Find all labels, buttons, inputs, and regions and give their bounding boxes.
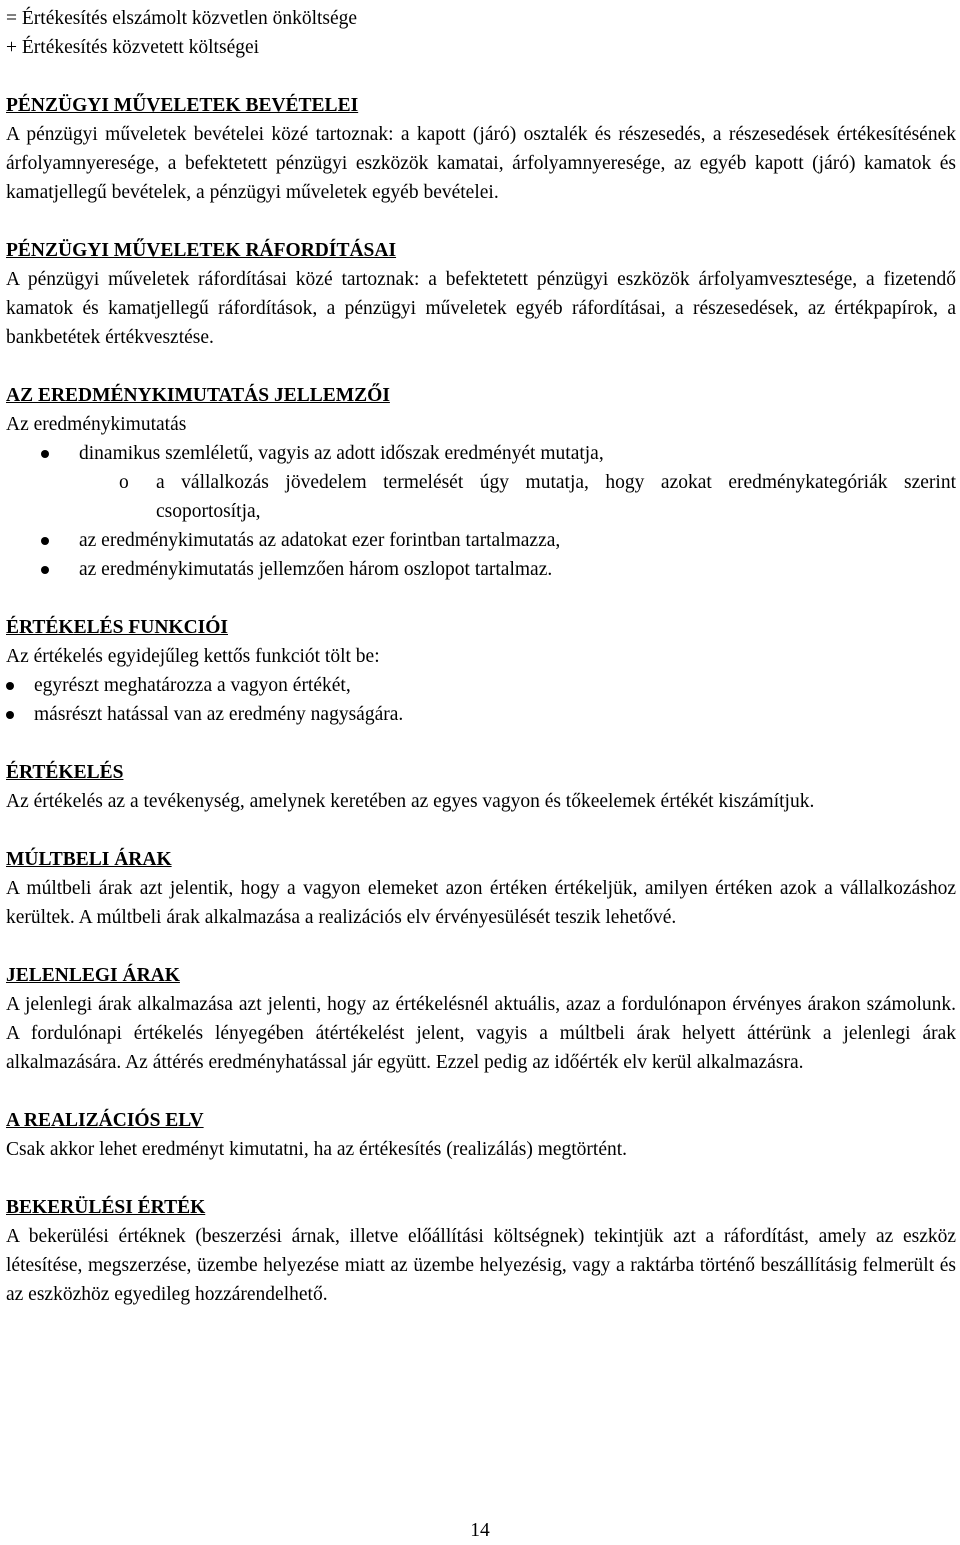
section-title-multbeli-arak: MÚLTBELI ÁRAK: [6, 849, 172, 870]
list-item: [6, 526, 956, 555]
section-title-ertekeles-funkcioi: ÉRTÉKELÉS FUNKCIÓI: [6, 617, 228, 638]
section-text-ertekeles: Az értékelés az a tevékenység, amelynek keretében az egyes vagyon és tőkeelemek értékét kiszámítjuk.: [6, 791, 815, 812]
top-line-1: = Értékesítés elszámolt közvetlen önköltsége: [6, 8, 358, 29]
section-text-penzugyi-raforditasai: A pénzügyi műveletek ráfordításai közé tartoznak: a befektetett pénzügyi eszközök árfolyamvesztesége, a fizetendő kamatok és kamatjellegű ráfordítások, a pénzügyi műveletek egyéb ráfordításai, a részesedések, az értékpapírok, a bankbetétek értékvesztése.: [6, 269, 956, 348]
list-item-text: egyrészt meghatározza a vagyon értékét,: [34, 675, 351, 696]
eredmenykimutatas-sublist: [6, 468, 956, 526]
ertekeles-funkcioi-intro: Az értékelés egyidejűleg kettős funkciót tölt be:: [6, 646, 380, 667]
section-text-multbeli-arak: A múltbeli árak azt jelentik, hogy a vagyon elemeket azon értéken értékeljük, amilyen értéken azok a vállalkozáshoz kerültek. A múltbeli árak alkalmazása a realizációs elv érvényesülését teszik lehetővé.: [6, 878, 956, 928]
section-title-bekerulesi-ertek: BEKERÜLÉSI ÉRTÉK: [6, 1197, 206, 1218]
sub-list-item: [6, 468, 956, 526]
bullet-icon: [6, 711, 14, 719]
sub-bullet-icon: o: [119, 472, 129, 493]
eredmenykimutatas-list-cont: [6, 526, 956, 584]
list-item: [6, 439, 956, 468]
top-line-2: + Értékesítés közvetett költségei: [6, 37, 260, 58]
section-text-realizacios-elv: Csak akkor lehet eredményt kimutatni, ha az értékesítés (realizálás) megtörtént.: [6, 1139, 628, 1160]
section-text-jelenlegi-arak: A jelenlegi árak alkalmazása azt jelenti, hogy az értékelésnél aktuális, azaz a fordulónapon érvényes árakon számolunk. A fordulónapi értékelés lényegében átértékelést jelent, vagyis a múltbeli árak helyett áttérünk a jelenlegi árak alkalmazására. Az áttérés eredményhatással jár együtt. Ezzel pedig az időérték elv kerül alkalmazásra.: [6, 994, 956, 1073]
section-title-penzugyi-raforditasai: PÉNZÜGYI MŰVELETEK RÁFORDÍTÁSAI: [6, 240, 397, 261]
list-item-text: az eredménykimutatás az adatokat ezer forintban tartalmazza,: [79, 530, 561, 551]
bullet-icon: [6, 682, 14, 690]
ertekeles-funkcioi-list: [6, 671, 956, 729]
document-page: [6, 4, 956, 1309]
section-title-jelenlegi-arak: JELENLEGI ÁRAK: [6, 965, 180, 986]
sub-list-item-text: a vállalkozás jövedelem termelését úgy mutatja, hogy azokat eredménykategóriák szerint csoportosítja,: [156, 472, 956, 522]
eredmenykimutatas-list: [6, 439, 956, 468]
list-item: [6, 555, 956, 584]
list-item: [6, 700, 956, 729]
list-item: [6, 671, 956, 700]
list-item-text: az eredménykimutatás jellemzően három oszlopot tartalmaz.: [79, 559, 553, 580]
section-title-realizacios-elv: A REALIZÁCIÓS ELV: [6, 1110, 204, 1131]
section-title-ertekeles: ÉRTÉKELÉS: [6, 762, 124, 783]
eredmenykimutatas-intro: Az eredménykimutatás: [6, 414, 187, 435]
bullet-icon: [41, 566, 49, 574]
bullet-icon: [41, 450, 49, 458]
list-item-text: másrészt hatással van az eredmény nagyságára.: [34, 704, 404, 725]
section-title-eredmenykimutatas: AZ EREDMÉNYKIMUTATÁS JELLEMZŐI: [6, 385, 390, 406]
section-text-bekerulesi-ertek: A bekerülési értéknek (beszerzési árnak, illetve előállítási költségnek) tekintjük azt a ráfordítást, amely az eszköz létesítése, megszerzése, üzembe helyezése miatt az üzembe helyezésig, vagy a raktárba történő beszállításig felmerült és az eszközhöz egyedileg hozzárendelhető.: [6, 1226, 956, 1305]
section-title-penzugyi-bevetelei: PÉNZÜGYI MŰVELETEK BEVÉTELEI: [6, 95, 359, 116]
page-number: 14: [470, 1520, 490, 1541]
bullet-icon: [41, 537, 49, 545]
list-item-text: dinamikus szemléletű, vagyis az adott időszak eredményét mutatja,: [79, 443, 604, 464]
section-text-penzugyi-bevetelei: A pénzügyi műveletek bevételei közé tartoznak: a kapott (járó) osztalék és részesedés, a részesedések értékesítésének árfolyamnyeresége, a befektetett pénzügyi eszközök kamatai, árfolyamnyeresége, az egyéb kapott (járó) kamatok és kamatjellegű bevételek, a pénzügyi műveletek egyéb bevételei.: [6, 124, 956, 203]
